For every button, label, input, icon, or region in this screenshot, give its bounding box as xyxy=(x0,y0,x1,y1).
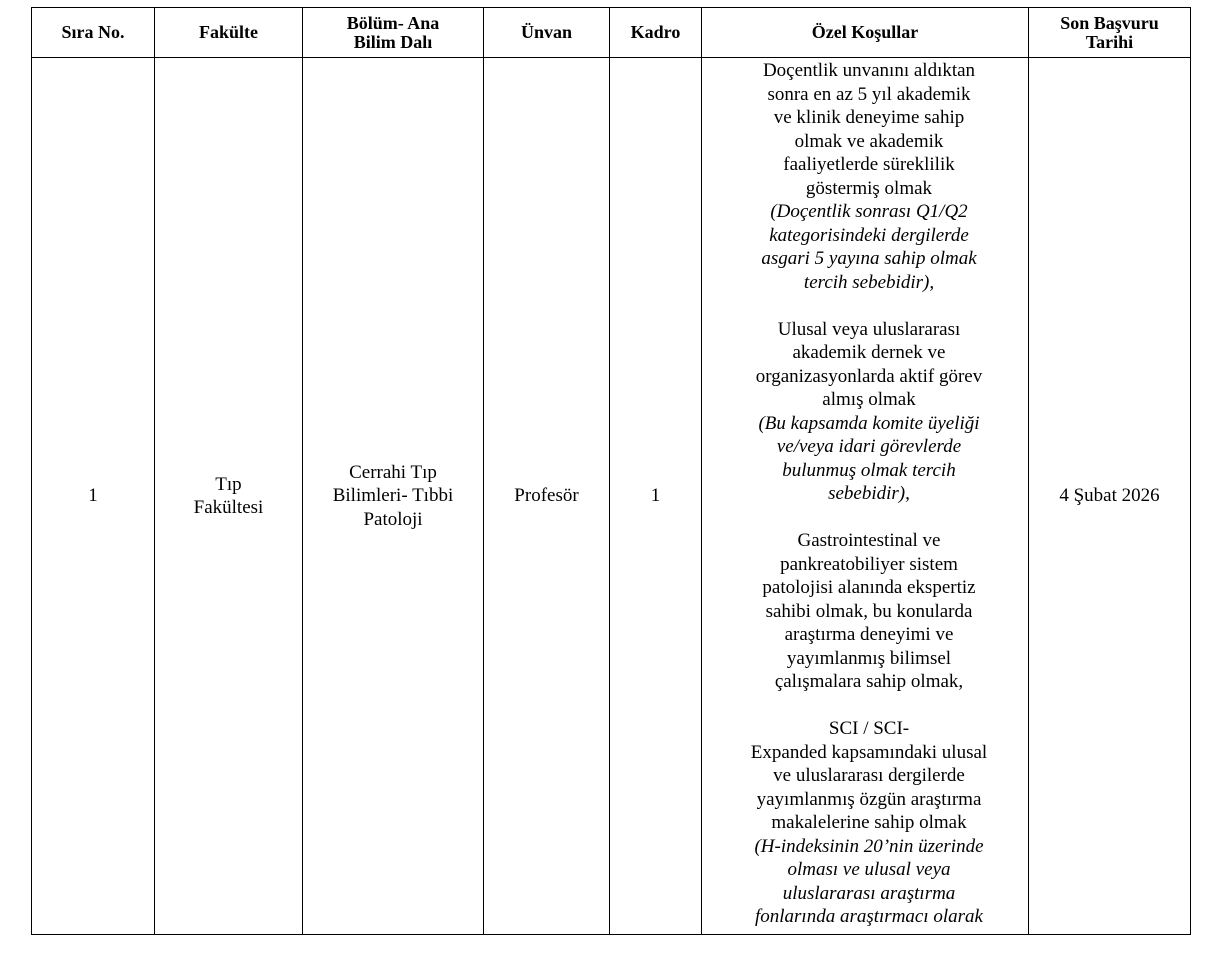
condition-text: Ulusal veya uluslararası akademik dernek ve organizasyonlarda aktif görev almış olmak xyxy=(755,318,983,410)
condition-block-2 xyxy=(716,318,1022,506)
header-sira-no: Sıra No. xyxy=(32,8,155,58)
condition-note: (H-indeksinin 20’nin üzerinde olması ve ulusal veya uluslararası araştırma fonlarında araştırmacı olarak xyxy=(754,835,984,927)
cell-son-basvuru: 4 Şubat 2026 xyxy=(1029,58,1191,935)
cell-sira-no: 1 xyxy=(32,58,155,935)
condition-block-4 xyxy=(716,717,1022,929)
header-ozel-kosullar: Özel Koşullar xyxy=(702,8,1029,58)
header-bolum: Bölüm- Ana Bilim Dalı xyxy=(303,8,484,58)
header-unvan: Ünvan xyxy=(484,8,610,58)
header-son-basvuru: Son Başvuru Tarihi xyxy=(1029,8,1191,58)
cell-kadro: 1 xyxy=(610,58,702,935)
condition-note: (Doçentlik sonrası Q1/Q2 kategorisindeki dergilerde asgari 5 yayına sahip olmak tercih sebebidir), xyxy=(761,201,977,293)
condition-block-3 xyxy=(716,529,1022,694)
job-posting-table xyxy=(31,7,1191,935)
condition-note: (Bu kapsamda komite üyeliği ve/veya idari görevlerde bulunmuş olmak tercih sebebidir), xyxy=(758,412,980,504)
cell-ozel-kosullar xyxy=(702,58,1029,935)
cell-unvan: Profesör xyxy=(484,58,610,935)
table-row xyxy=(32,58,1191,935)
header-kadro: Kadro xyxy=(610,8,702,58)
header-fakulte: Fakülte xyxy=(155,8,303,58)
condition-text: Gastrointestinal ve pankreatobiliyer sistem patolojisi alanında ekspertiz sahibi olmak, bu konularda araştırma deneyimi ve yayımlanmış bilimsel çalışmalara sahip olmak, xyxy=(762,530,976,692)
condition-text: SCI / SCI- Expanded kapsamındaki ulusal ve uluslararası dergilerde yayımlanmış özgün araştırma makalelerine sahip olmak xyxy=(750,718,988,833)
condition-block-1 xyxy=(716,59,1022,294)
cell-fakulte: Tıp Fakültesi xyxy=(155,58,303,935)
condition-text: Doçentlik unvanını aldıktan sonra en az 5 yıl akademik ve klinik deneyime sahip olmak ve akademik faaliyetlerde süreklilik göstermiş olmak xyxy=(762,60,976,199)
cell-bolum: Cerrahi Tıp Bilimleri- Tıbbi Patoloji xyxy=(303,58,484,935)
header-row xyxy=(32,8,1191,58)
